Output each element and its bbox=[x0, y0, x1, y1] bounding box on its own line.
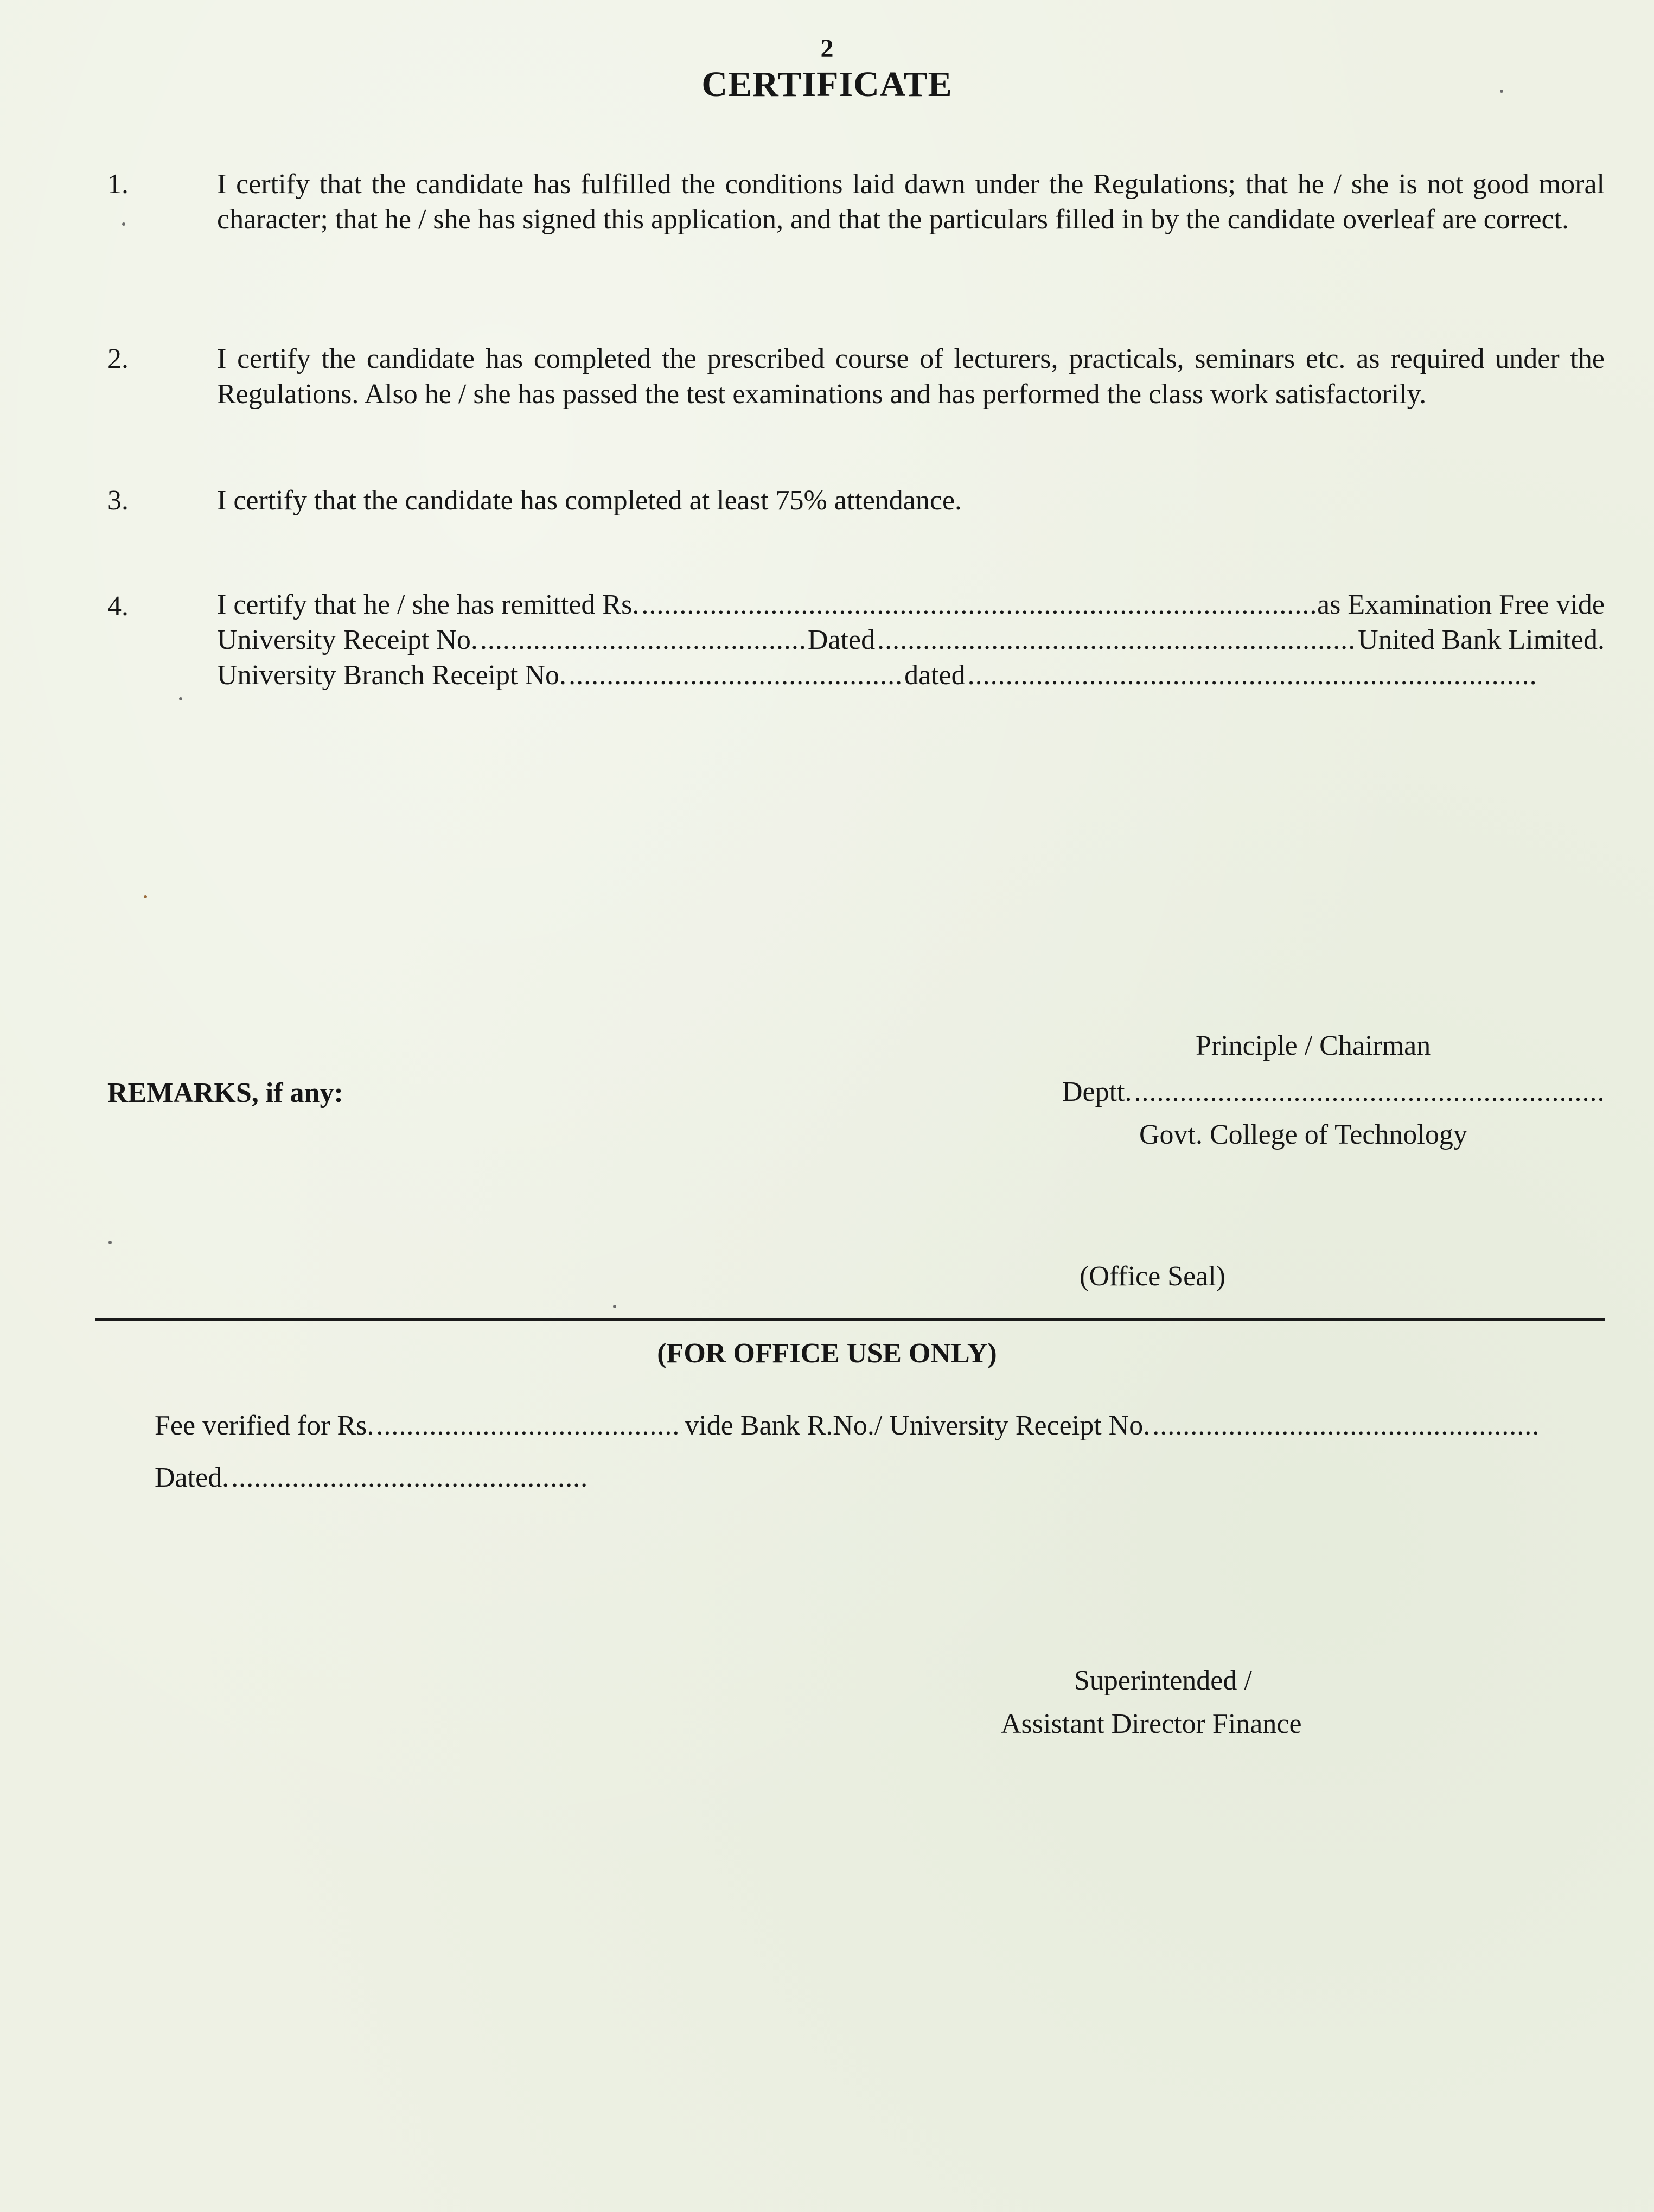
branch-receipt-blank[interactable] bbox=[569, 659, 902, 691]
branch-receipt-label: University Branch Receipt No. bbox=[217, 660, 567, 691]
page-number: 2 bbox=[820, 34, 834, 63]
remitted-label: I certify that he / she has remitted Rs. bbox=[217, 589, 640, 620]
paper-speck bbox=[122, 222, 125, 226]
page-title: CERTIFICATE bbox=[701, 65, 953, 104]
fee-verified-line bbox=[155, 1410, 1541, 1442]
branch-dated-label: dated bbox=[904, 660, 966, 691]
branch-dated-blank[interactable] bbox=[968, 659, 1538, 691]
item-number-3: 3. bbox=[107, 485, 129, 516]
remarks-label: REMARKS, if any: bbox=[107, 1078, 343, 1108]
item4-line-1 bbox=[217, 589, 1605, 621]
paper-speck bbox=[144, 895, 147, 898]
fee-verified-label: Fee verified for Rs. bbox=[155, 1410, 374, 1441]
paper-speck bbox=[179, 697, 182, 700]
vide-receipt-blank[interactable] bbox=[1152, 1410, 1538, 1442]
item4-line-2 bbox=[217, 624, 1605, 656]
office-seal-label: (Office Seal) bbox=[1080, 1261, 1226, 1292]
item4-line-3 bbox=[217, 659, 1541, 691]
dated-label: Dated bbox=[807, 624, 876, 655]
paper-speck bbox=[1500, 90, 1503, 93]
item-number-2: 2. bbox=[107, 343, 129, 374]
fee-amount-blank[interactable] bbox=[376, 1410, 682, 1442]
paper-speck bbox=[613, 1305, 616, 1308]
office-dated-blank[interactable] bbox=[231, 1462, 586, 1494]
office-use-heading: (FOR OFFICE USE ONLY) bbox=[657, 1338, 997, 1369]
assistant-director-label: Assistant Director Finance bbox=[1001, 1709, 1302, 1739]
deptt-label: Deptt. bbox=[1062, 1076, 1132, 1107]
receipt-no-label: University Receipt No. bbox=[217, 624, 478, 655]
college-name: Govt. College of Technology bbox=[1139, 1119, 1467, 1150]
principal-label: Principle / Chairman bbox=[1196, 1030, 1431, 1061]
divider-line bbox=[95, 1318, 1605, 1321]
deptt-blank[interactable] bbox=[1134, 1076, 1602, 1108]
dated-blank[interactable] bbox=[877, 624, 1356, 656]
deptt-line bbox=[1062, 1076, 1605, 1108]
superintendent-label: Superintended / bbox=[1074, 1665, 1252, 1696]
item-number-4: 4. bbox=[107, 591, 129, 622]
paper-speck bbox=[108, 1241, 112, 1244]
item-number-1: 1. bbox=[107, 169, 129, 200]
office-dated-line bbox=[155, 1462, 589, 1494]
item-text-3: I certify that the candidate has completed at least 75% attendance. bbox=[217, 485, 962, 516]
bank-label: United Bank Limited. bbox=[1358, 624, 1605, 655]
exam-fee-label: as Examination Free vide bbox=[1317, 589, 1605, 620]
office-dated-label: Dated. bbox=[155, 1462, 229, 1493]
item-text-2: I certify the candidate has completed the prescribed course of lecturers, practicals, seminars etc. as required under the Regulations. Also he / she has passed the test examinations and has performed the class work satisfactorily. bbox=[217, 343, 1605, 410]
remitted-amount-blank[interactable] bbox=[641, 589, 1315, 621]
vide-receipt-label: vide Bank R.No./ University Receipt No. bbox=[685, 1410, 1151, 1441]
receipt-no-blank[interactable] bbox=[480, 624, 806, 656]
item-text-1: I certify that the candidate has fulfilled the conditions laid dawn under the Regulations; that he / she is not good moral character; that he / she has signed this application, and that the particulars filled in by the candidate overleaf are correct. bbox=[217, 169, 1605, 235]
